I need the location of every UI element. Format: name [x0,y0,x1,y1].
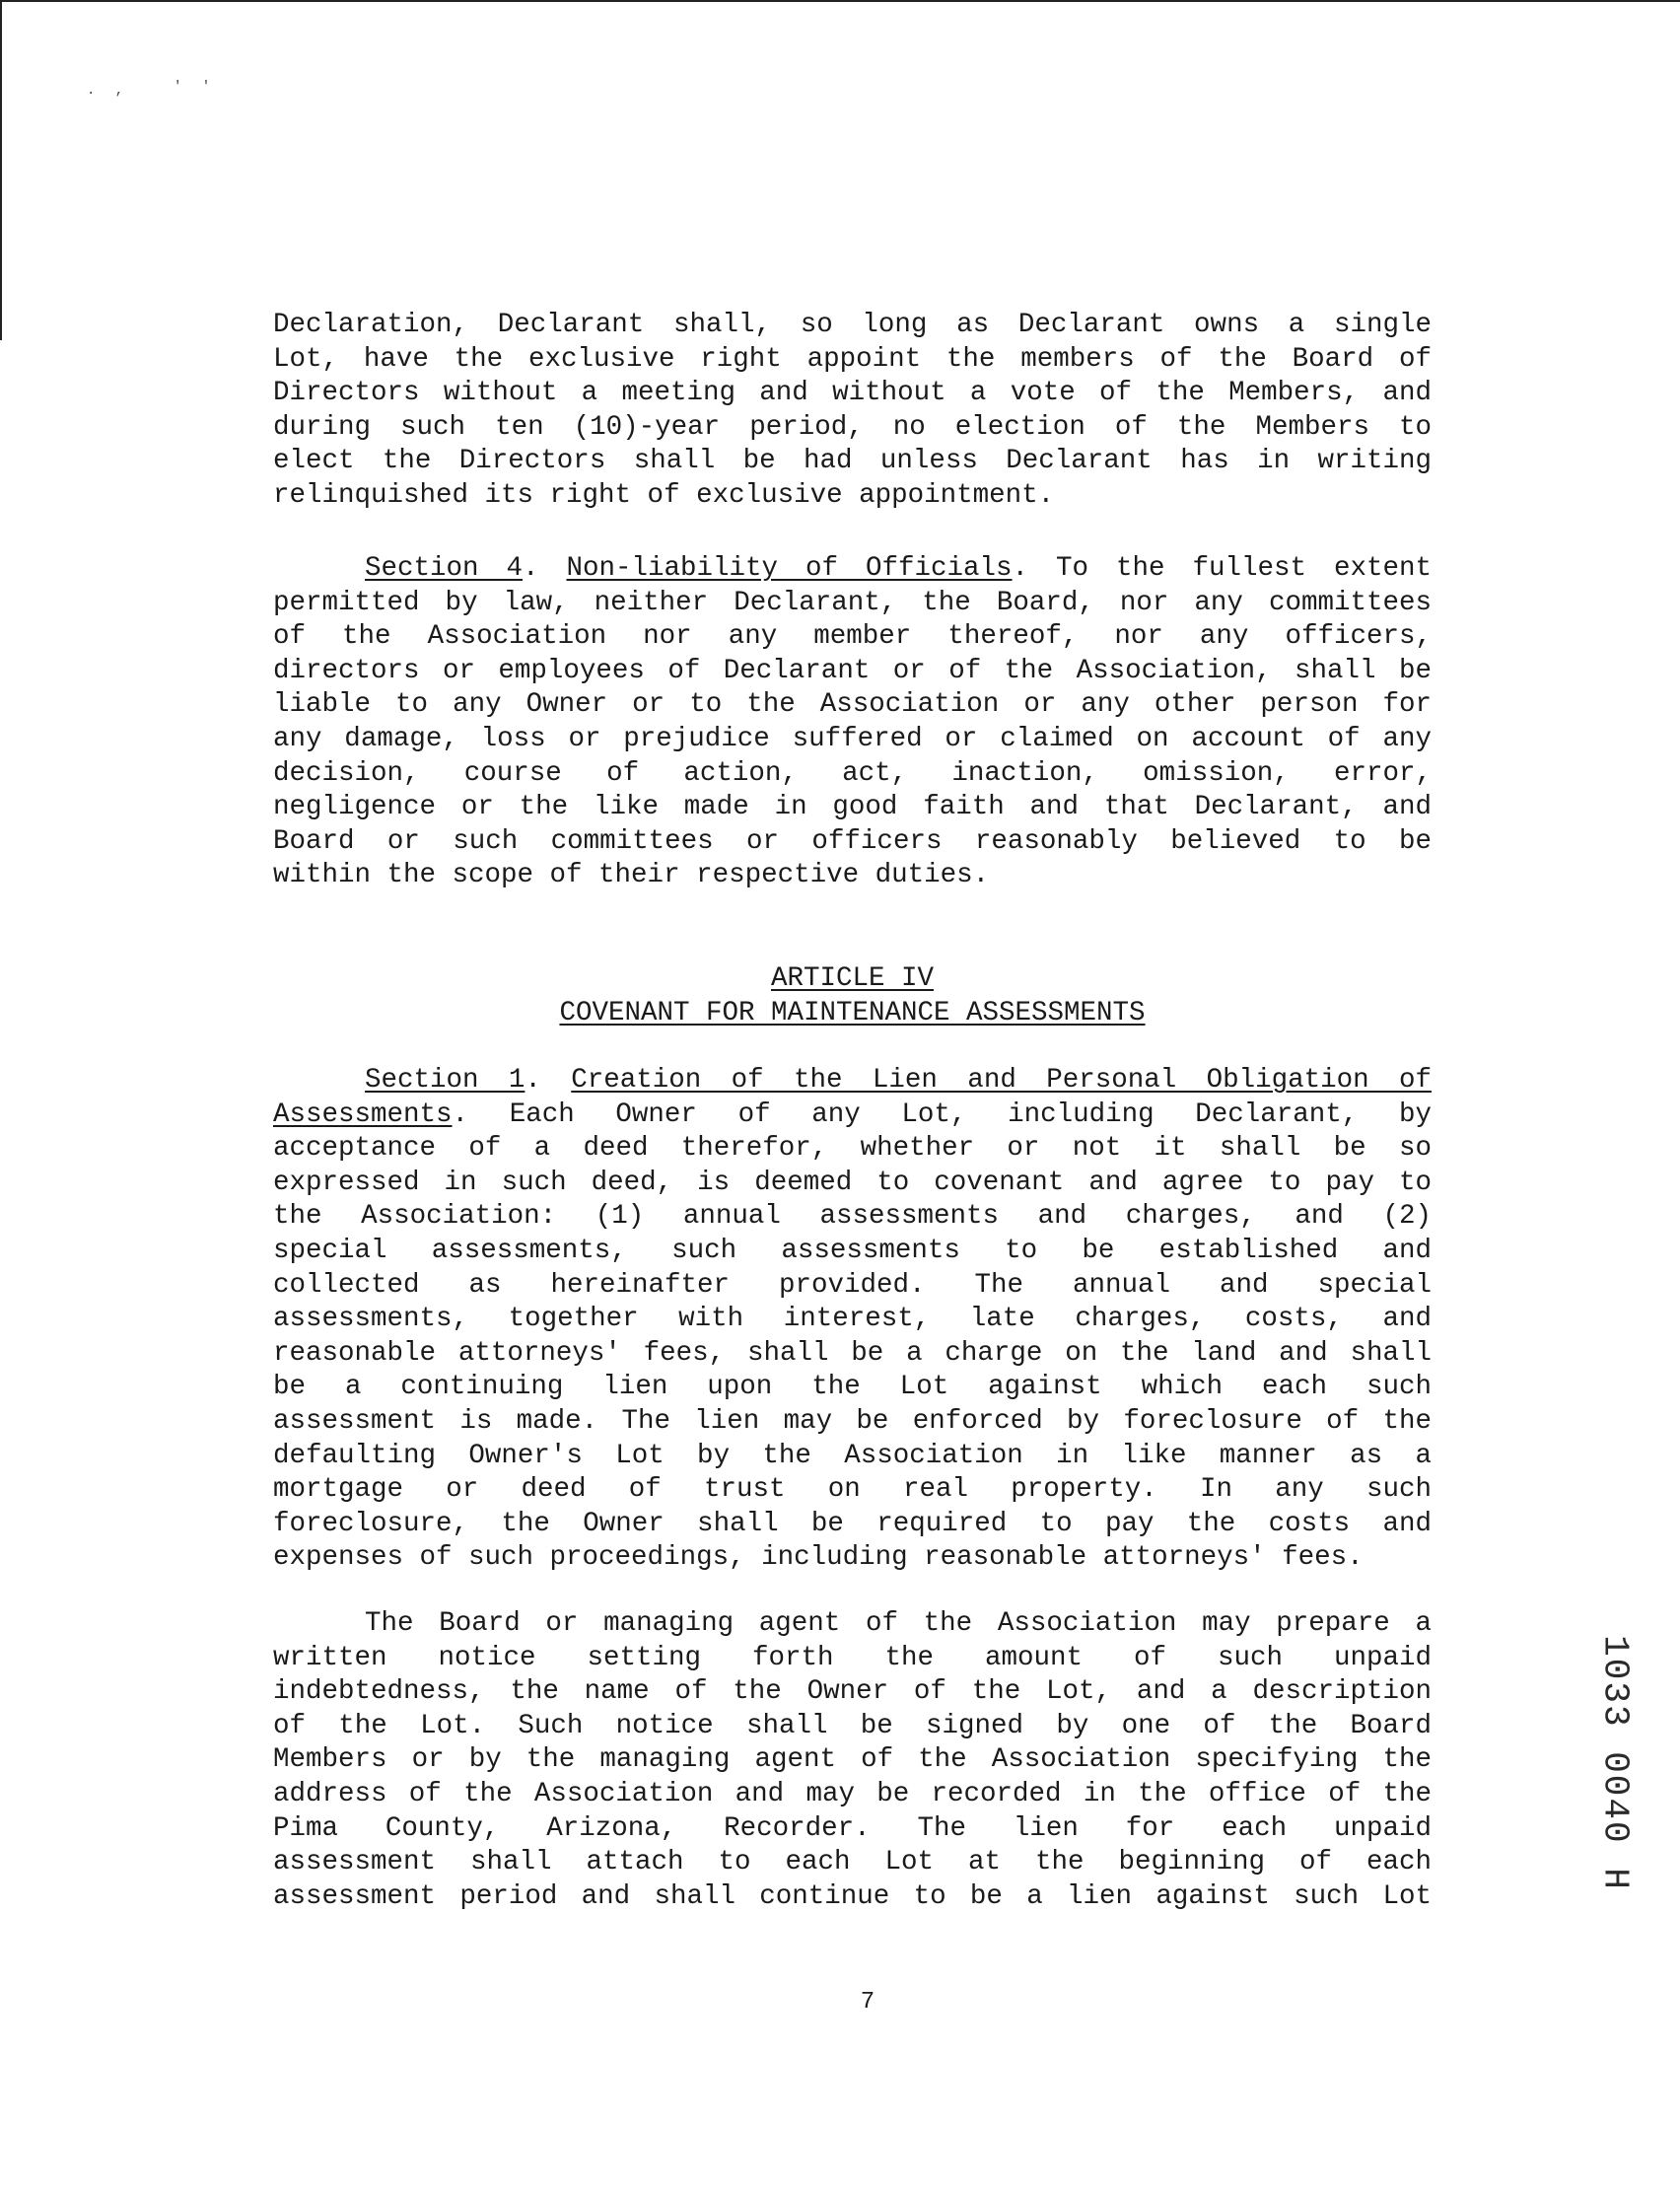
article-title: COVENANT FOR MAINTENANCE ASSESSMENTS [559,997,1146,1028]
scan-speck: . , [87,83,130,99]
text-line: permitted by law, neither Declarant, the Board, nor any committees [273,587,1432,618]
paragraph-declarant-appointment [273,309,1432,514]
section-1-title-continued: Assessments [273,1098,453,1130]
text-line: within the scope of their respective duties. [273,860,990,891]
text-line: expenses of such proceedings, including reasonable attorneys' fees. [273,1542,1364,1574]
text-line: elect the Directors shall be had unless Declarant has in writing [273,446,1432,477]
section-1-number: Section 1 [365,1065,525,1096]
text-line: assessments, together with interest, late charges, costs, and [273,1304,1432,1335]
text-line: defaulting Owner's Lot by the Association in like manner as a [273,1440,1432,1471]
text-line: The Board or managing agent of the Association may prepare a [365,1608,1432,1639]
text-line: decision, course of action, act, inaction, omission, error, [273,757,1432,789]
section-1-title: Creation of the Lien and Personal Obligation of [571,1065,1432,1096]
text-line: any damage, loss or prejudice suffered or claimed on account of any [273,723,1432,754]
text-line: of the Lot. Such notice shall be signed by one of the Board [273,1710,1432,1741]
text-line: mortgage or deed of trust on real property. In any such [273,1474,1432,1506]
text-line: assessment is made. The lien may be enforced by foreclosure of the [273,1405,1432,1437]
section-1-second-line: Assessments. Each Owner of any Lot, including Declarant, by [273,1098,1432,1130]
text-line: during such ten (10)-year period, no election of the Members to [273,411,1432,443]
text-line: Directors without a meeting and without a vote of the Members, and [273,378,1432,409]
text-line: the Association: (1) annual assessments and charges, and (2) [273,1201,1432,1233]
article-number: ARTICLE IV [770,963,935,994]
text-line: expressed in such deed, is deemed to covenant and agree to pay to [273,1167,1432,1198]
section-1-first-line: Section 1. Creation of the Lien and Personal Obligation of [365,1065,1432,1096]
text-line: special assessments, such assessments to be established and [273,1235,1432,1266]
text-line: acceptance of a deed therefor, whether or not it shall be so [273,1133,1432,1165]
text-line: written notice setting forth the amount of such unpaid [273,1642,1432,1673]
section-4-first-line: Section 4. Non-liability of Officials. To the fullest extent [365,553,1432,584]
text-line: Declaration, Declarant shall, so long as Declarant owns a single [273,310,1432,340]
section-4-first-line-text: To the fullest extent [1056,553,1432,584]
text-line: assessment shall attach to each Lot at the beginning of each [273,1847,1432,1878]
text-line: collected as hereinafter provided. The annual and special [273,1269,1432,1301]
text-line: relinquished its right of exclusive appointment. [273,479,1055,511]
section-1-second-line-text: Each Owner of any Lot, including Declarant, by [509,1098,1432,1130]
text-line: liable to any Owner or to the Association or any other person for [273,689,1432,721]
text-line: Board or such committees or officers reasonably believed to be [273,825,1432,857]
paragraph-board-notice [273,1607,1432,1914]
recording-stamp [1595,1586,1635,1941]
text-line: assessment period and shall continue to be a lien against such Lot [273,1880,1432,1912]
section-4-number: Section 4 [365,553,523,584]
text-line: Members or by the managing agent of the Association specifying the [273,1744,1432,1776]
scan-top-border [0,0,1680,2]
section-4-title: Non-liability of Officials [566,553,1013,584]
text-line: reasonable attorneys' fees, shall be a charge on the land and shall [273,1337,1432,1369]
text-line: negligence or the like made in good faith and that Declarant, and [273,792,1432,823]
section-1-creation-of-lien [273,1064,1432,1576]
text-line: Pima County, Arizona, Recorder. The lien for each unpaid [273,1812,1432,1844]
text-line: address of the Association and may be recorded in the office of the [273,1778,1432,1809]
article-heading [273,962,1432,1030]
text-line: be a continuing lien upon the Lot against which each such [273,1372,1432,1403]
scan-left-border [0,0,2,340]
scan-speck: ' ' [174,79,217,95]
text-line: foreclosure, the Owner shall be required to pay the costs and [273,1508,1432,1539]
text-line: indebtedness, the name of the Owner of the Lot, and a description [273,1676,1432,1708]
text-line: of the Association nor any member thereof, nor any officers, [273,621,1432,653]
section-4-non-liability [273,552,1432,893]
recording-stamp-text: 1033 0040 H [1594,1635,1636,1891]
page-number: 7 [860,1989,875,2016]
text-line: directors or employees of Declarant or of the Association, shall be [273,655,1432,686]
text-line: Lot, have the exclusive right appoint the members of the Board of [273,343,1432,375]
